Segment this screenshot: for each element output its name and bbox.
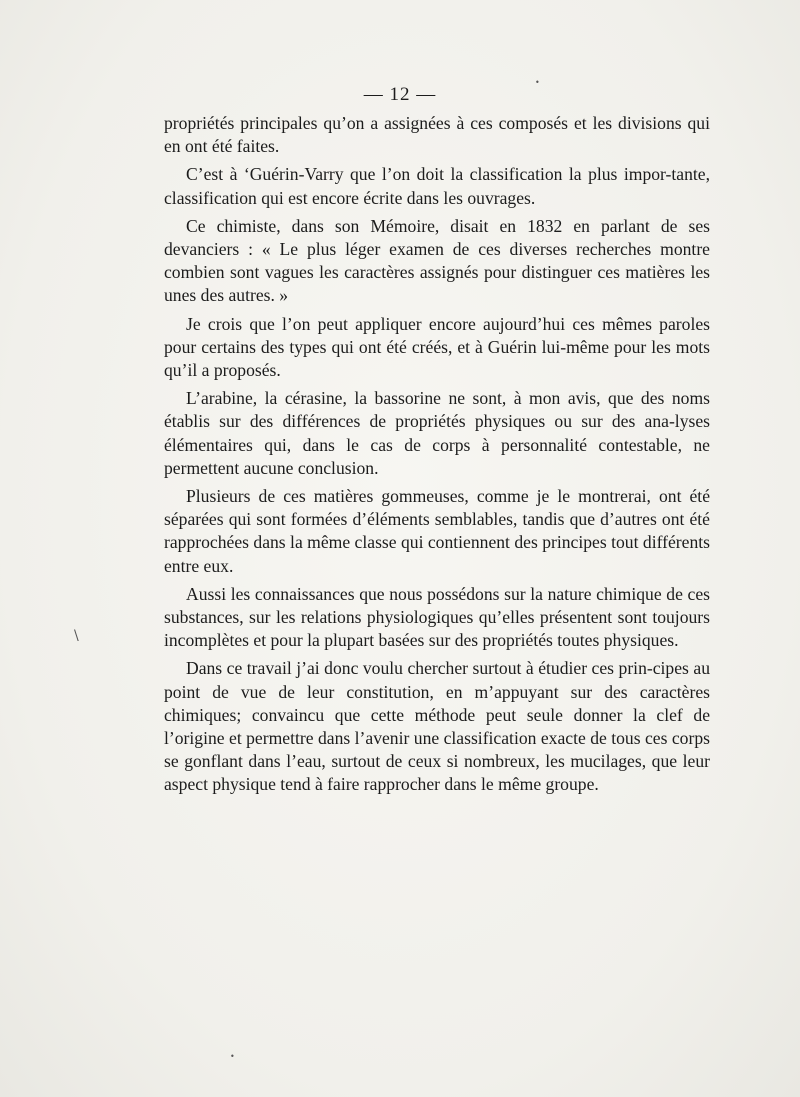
paragraph-2: C’est à ‘Guérin-Varry que l’on doit la classification la plus impor-tante, classification qui est encore écrite dans les ouvrages. <box>164 164 710 208</box>
paragraph-4: Je crois que l’on peut appliquer encore aujourd’hui ces mêmes paroles pour certains des types qui ont été créés, et à Guérin lui-même pour les mots qu’il a proposés. <box>164 313 710 381</box>
paragraph-3: Ce chimiste, dans son Mémoire, disait en 1832 en parlant de ses devanciers : « Le plus léger examen de ces diverses recherches montre combien sont vagues les caractères assignés pour distinguer ces matières les unes des autres. » <box>164 215 710 306</box>
paragraph-7: Aussi les connaissances que nous possédons sur la nature chimique de ces substances, sur les relations physiologiques qu’elles présentent sont toujours incomplètes et pour la plupart basées sur des propriétés toutes physiques. <box>164 583 710 651</box>
paragraph-1: propriétés principales qu’on a assignées à ces composés et les divisions qui en ont été faites. <box>164 113 710 157</box>
paragraph-8: Dans ce travail j’ai donc voulu chercher surtout à étudier ces prin-cipes au point de vue de leur constitution, en m’appuyant sur des caractères chimiques; convaincu que cette méthode peut seule donner la clef de l’origine et permettre dans l’avenir une classification exacte de tous ces corps se gonflant dans l’eau, surtout de ceux si nombreux, les mucilages, que leur aspect physique tend à faire rapprocher dans le même groupe. <box>164 658 710 795</box>
ink-dot: • <box>230 1052 235 1061</box>
ink-dot: • <box>535 78 540 87</box>
page-number: — 12 — <box>363 84 437 105</box>
body-text <box>164 112 710 802</box>
paragraph-6: Plusieurs de ces matières gommeuses, comme je le montrerai, ont été séparées qui sont formées d’éléments semblables, tandis que d’autres ont été rapprochées dans la même classe qui contiennent des principes tout différents entre eux. <box>164 486 710 576</box>
paragraph-5: L’arabine, la cérasine, la bassorine ne sont, à mon avis, que des noms établis sur des différences de propriétés physiques ou sur des ana-lyses élémentaires qui, dans le cas de corps à personnalité contestable, ne permettent aucune conclusion. <box>164 388 710 478</box>
margin-mark: \ <box>74 628 79 644</box>
